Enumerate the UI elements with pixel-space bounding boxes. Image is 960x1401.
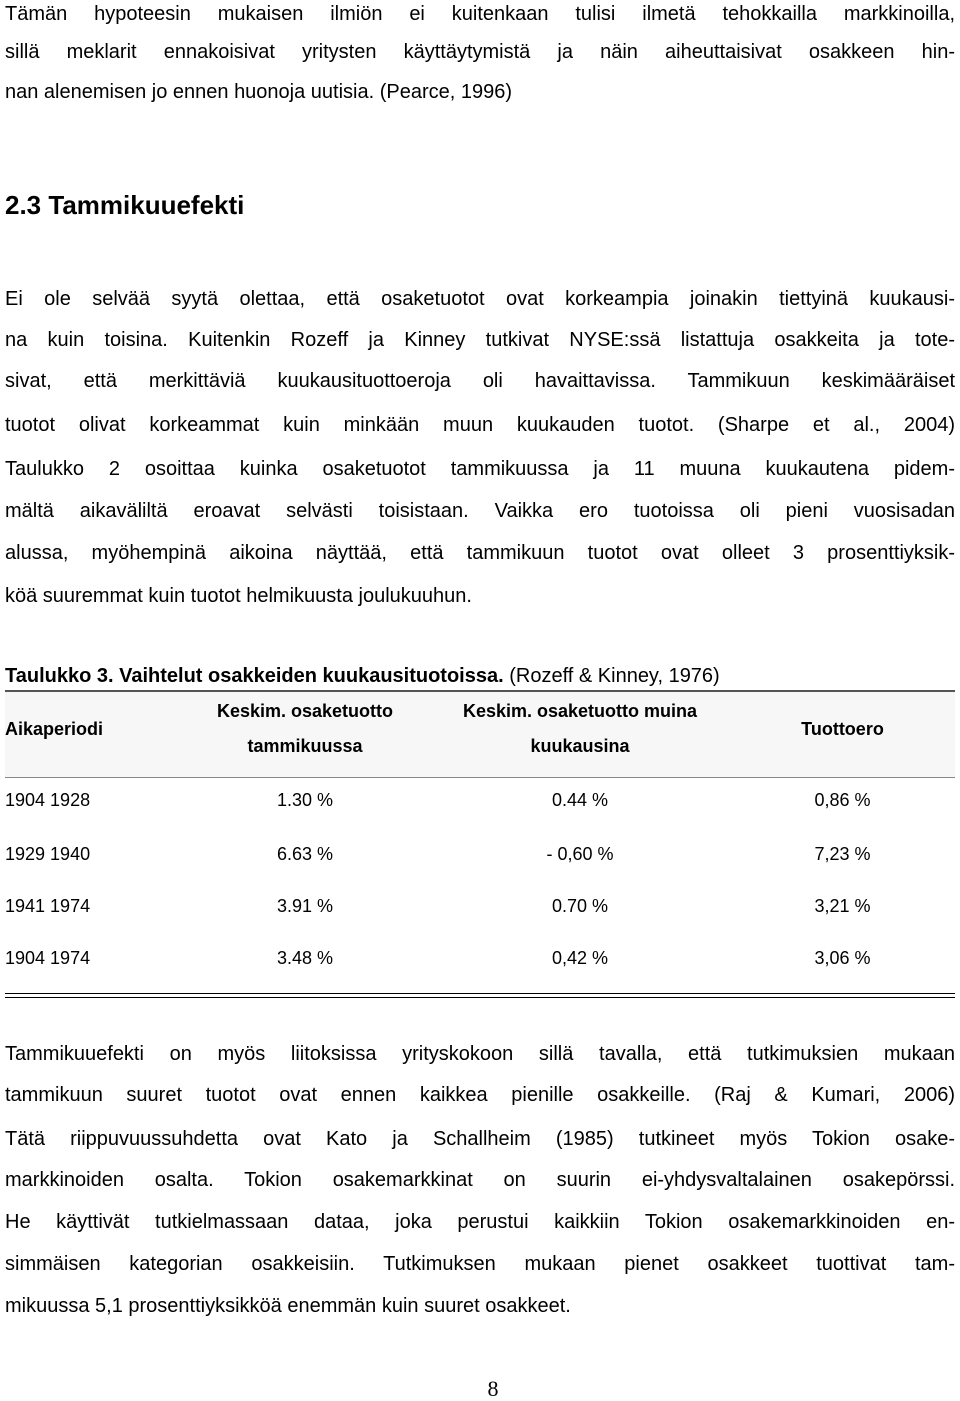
table-caption (5, 664, 720, 688)
body-text-line: mikuussa 5,1 prosenttiyksikköä enemmän kuin suuret osakkeet. (5, 1295, 571, 1317)
body-text-line: Taulukko 2 osoittaa kuinka osaketuotot tammikuussa ja 11 muuna kuukautena pidem- (5, 458, 955, 480)
table-cell-january: 1.30 % (276, 790, 334, 810)
table-cell-difference: 0,86 % (814, 790, 871, 810)
body-text-line: markkinoiden osalta. Tokion osakemarkkinat on suurin ei-yhdysvaltalainen osakepörssi. (5, 1169, 955, 1191)
table-cell-january: 3.48 % (276, 948, 334, 968)
table-header-january-line1: Keskim. osaketuotto (216, 701, 394, 721)
body-text-line: tuotot olivat korkeammat kuin minkään muun kuukauden tuotot. (Sharpe et al., 2004) (5, 414, 955, 436)
body-text-line: Ei ole selvää syytä olettaa, että osaketuotot ovat korkeampia joinakin tiettyinä kuukausi- (5, 288, 955, 310)
table-caption-title: Taulukko 3. Vaihtelut osakkeiden kuukausituotoissa. (5, 665, 504, 687)
table-cell-period: 1904 1974 (5, 948, 91, 968)
table-header-january-line2: tammikuussa (247, 736, 363, 756)
table-cell-other: 0,42 % (551, 948, 609, 968)
table-cell-other: 0.70 % (551, 896, 609, 916)
table-caption-source: (Rozeff & Kinney, 1976) (503, 665, 720, 687)
table-cell-period: 1929 1940 (5, 844, 91, 864)
body-text-line: simmäisen kategorian osakkeisiin. Tutkimuksen mukaan pienet osakkeet tuottivat tam- (5, 1253, 955, 1275)
body-text-line: na kuin toisina. Kuitenkin Rozeff ja Kinney tutkivat NYSE:ssä listattuja osakkeita ja tote- (5, 329, 955, 351)
table-bottom-rule (5, 993, 955, 994)
body-text-line: tammikuun suuret tuotot ovat ennen kaikkea pienille osakkeille. (Raj & Kumari, 2006) (5, 1084, 955, 1106)
body-text-line: nan alenemisen jo ennen huonoja uutisia. (Pearce, 1996) (5, 81, 513, 103)
body-text-line: alussa, myöhempinä aikoina näyttää, että tammikuun tuotot ovat olleet 3 prosenttiyksik- (5, 542, 955, 564)
table-bottom-rule (5, 997, 955, 998)
table-cell-difference: 7,23 % (814, 844, 871, 864)
body-text-line: He käyttivät tutkielmassaan dataa, joka perustui kaikkiin Tokion osakemarkkinoiden en- (5, 1211, 955, 1233)
table-header-rule (5, 777, 955, 778)
table-cell-january: 3.91 % (276, 896, 334, 916)
table-cell-period: 1904 1928 (5, 790, 91, 810)
table-cell-difference: 3,21 % (814, 896, 871, 916)
table-top-rule (5, 690, 955, 692)
table-header-other-line2: kuukausina (530, 736, 630, 756)
table-cell-period: 1941 1974 (5, 896, 91, 916)
table-header-other-line1: Keskim. osaketuotto muina (462, 701, 698, 721)
body-text-line: sivat, että merkittäviä kuukausituottoeroja oli havaittavissa. Tammikuun keskimääräiset (5, 370, 955, 392)
table-cell-january: 6.63 % (276, 844, 334, 864)
table-cell-other: 0.44 % (551, 790, 609, 810)
table-cell-other: - 0,60 % (546, 844, 614, 864)
body-text-line: sillä meklarit ennakoisivat yritysten käyttäytymistä ja näin aiheuttaisivat osakkeen hin- (5, 41, 955, 63)
table-header-difference: Tuottoero (801, 719, 884, 739)
body-text-line: Tammikuuefekti on myös liitoksissa yrityskokoon sillä tavalla, että tutkimuksien mukaan (5, 1043, 955, 1065)
section-heading: 2.3 Tammikuuefekti (5, 190, 245, 220)
body-text-line: mältä aikaväliltä eroavat selvästi toisistaan. Vaikka ero tuotoissa oli pieni vuosisadan (5, 500, 955, 522)
body-text-line: köä suuremmat kuin tuotot helmikuusta joulukuuhun. (5, 585, 472, 607)
table-header-period: Aikaperiodi (5, 719, 104, 739)
body-text-line: Tätä riippuvuussuhdetta ovat Kato ja Schallheim (1985) tutkineet myös Tokion osake- (5, 1128, 955, 1150)
page-number: 8 (487, 1376, 499, 1401)
body-text-line: Tämän hypoteesin mukaisen ilmiön ei kuitenkaan tulisi ilmetä tehokkailla markkinoilla, (5, 3, 955, 25)
table-cell-difference: 3,06 % (814, 948, 871, 968)
